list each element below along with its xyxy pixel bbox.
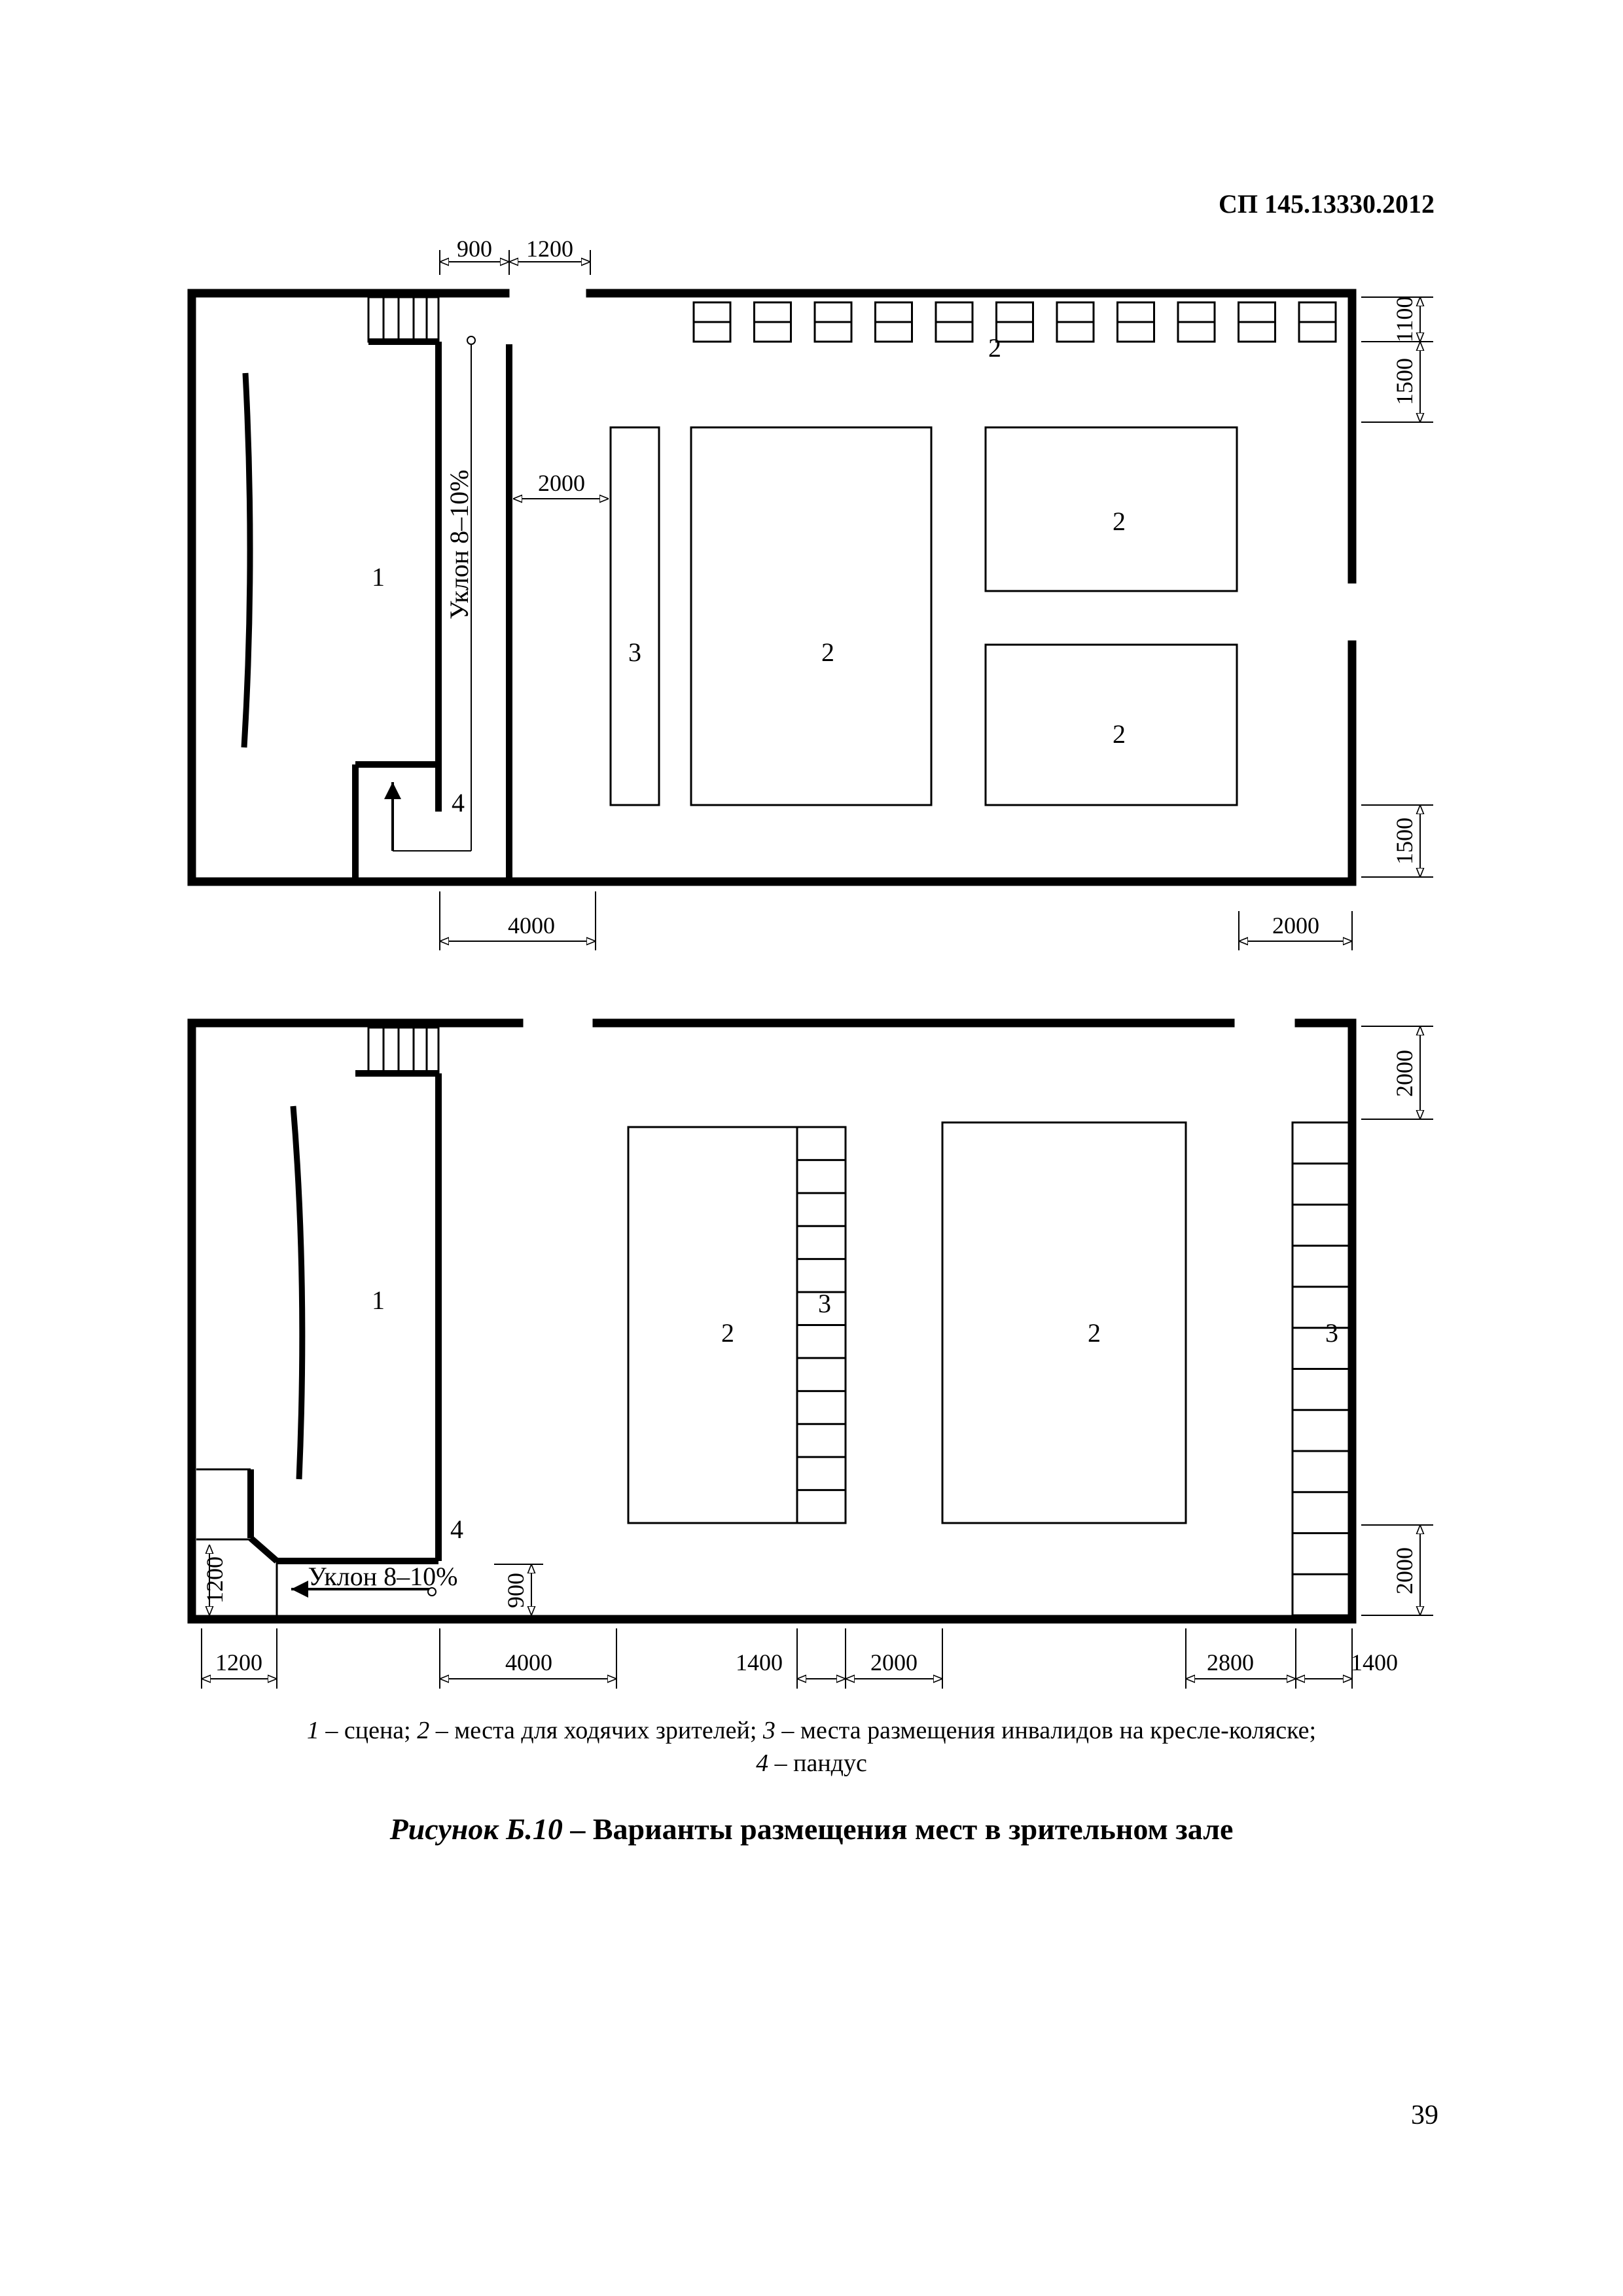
page-number: 39 (1411, 2100, 1438, 2130)
legend-text-2: – места для ходячих зрителей; (429, 1717, 763, 1744)
caption-prefix: Рисунок Б.10 (389, 1812, 563, 1846)
dim-1500-top: 1500 (1391, 358, 1418, 405)
seat-block-upper-right (986, 427, 1237, 591)
top-stage-walls (355, 342, 509, 882)
label-stage: 1 (372, 562, 385, 592)
dim-2000-exit: 2000 (1272, 912, 1319, 939)
dim-2000-right-bottom: 2000 (1391, 1547, 1418, 1594)
label-seat-left: 2 (721, 1318, 734, 1348)
top-plan-walls (192, 293, 1352, 882)
dim-4000: 4000 (508, 912, 555, 939)
top-dimensions (440, 250, 1433, 950)
dim-1200: 1200 (215, 1649, 262, 1676)
legend-num-2: 2 (417, 1717, 430, 1744)
top-stage-curve (244, 373, 250, 747)
seat (815, 302, 851, 342)
dim-1200: 1200 (526, 236, 573, 262)
legend (0, 1716, 1623, 1745)
figure-caption (0, 1812, 1623, 1846)
label-seat-right: 2 (1088, 1318, 1101, 1348)
label-wheelchair: 3 (628, 637, 641, 667)
seat (1118, 302, 1154, 342)
seat-block-lower-right (986, 645, 1237, 805)
document-code: СП 145.13330.2012 (1219, 189, 1435, 219)
label-seat-upper: 2 (1113, 507, 1126, 536)
legend-num-1: 1 (306, 1717, 319, 1744)
bottom-plan-text (202, 1050, 1418, 1676)
top-seat-blocks (611, 427, 1237, 805)
label-stage: 1 (372, 1285, 385, 1315)
slope-label: Уклон 8–10% (308, 1562, 458, 1591)
dim-900-vertical: 900 (503, 1573, 529, 1608)
dim-2000-aisle: 2000 (538, 470, 585, 496)
legend-text-4: – пандус (768, 1749, 867, 1777)
seat (936, 302, 972, 342)
seat (1239, 302, 1275, 342)
label-wheelchair-right: 3 (1325, 1318, 1338, 1348)
dim-1500-bottom: 1500 (1391, 817, 1418, 865)
bottom-wheelchair-left (797, 1127, 846, 1523)
seat (1178, 302, 1215, 342)
top-plan (192, 250, 1433, 950)
legend-num-4: 4 (756, 1749, 769, 1777)
label-seat-large: 2 (821, 637, 834, 667)
wheelchair-area (611, 427, 659, 805)
bottom-stage-walls (251, 1073, 438, 1561)
bottom-stage-curve (293, 1106, 302, 1479)
legend-text-3: – места размещения инвалидов на кресле-коляске; (775, 1717, 1317, 1744)
label-seat-row: 2 (988, 333, 1001, 363)
seat (755, 302, 791, 342)
seat (694, 302, 730, 342)
bottom-wheelchair-right (1293, 1122, 1351, 1615)
dim-4000: 4000 (505, 1649, 552, 1676)
dim-1200-vertical: 1200 (202, 1556, 228, 1604)
dim-2800: 2800 (1207, 1649, 1254, 1676)
dim-2000: 2000 (870, 1649, 918, 1676)
caption-text: – Варианты размещения мест в зрительном зале (562, 1812, 1234, 1846)
legend-line-2 (0, 1749, 1623, 1778)
seat-block-left (628, 1127, 797, 1523)
bottom-steps (368, 1028, 438, 1073)
seat (876, 302, 912, 342)
bottom-plan-walls (192, 1023, 1352, 1619)
dim-1100: 1100 (1391, 296, 1418, 343)
top-steps (368, 297, 438, 342)
seat-block-large (691, 427, 931, 805)
seat (1057, 302, 1094, 342)
legend-num-3: 3 (762, 1717, 776, 1744)
label-wheelchair-left: 3 (818, 1289, 831, 1318)
dim-1400-right: 1400 (1351, 1649, 1398, 1676)
dim-2000-right-top: 2000 (1391, 1050, 1418, 1097)
top-seat-row (694, 302, 1336, 342)
seat (1299, 302, 1336, 342)
legend-text-1: – сцена; (319, 1717, 418, 1744)
slope-label: Уклон 8–10% (444, 469, 474, 620)
dim-900: 900 (457, 236, 492, 262)
label-ramp: 4 (452, 788, 465, 817)
dim-1400-left: 1400 (736, 1649, 783, 1676)
seat (997, 302, 1033, 342)
seat-block-right (942, 1122, 1186, 1523)
label-ramp: 4 (450, 1515, 463, 1544)
bottom-seat-blocks (628, 1122, 1186, 1523)
label-seat-lower: 2 (1113, 719, 1126, 749)
